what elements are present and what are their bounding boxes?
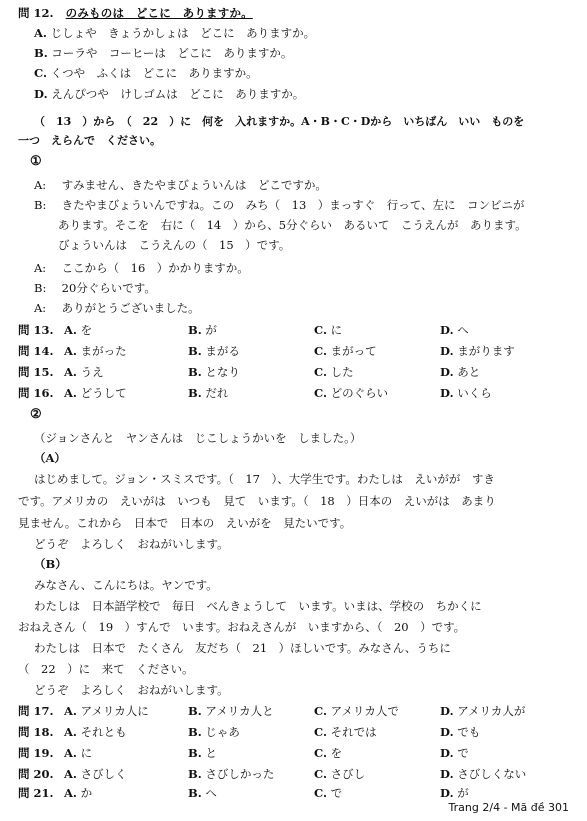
- option-d: D. アメリカ人が: [440, 704, 526, 718]
- dialogue-line: [34, 301, 200, 315]
- dialogue-line: [34, 198, 525, 212]
- question-number: 問 19.: [18, 746, 54, 760]
- question-number: 問 18.: [18, 725, 54, 739]
- option-b: B. が: [188, 323, 217, 337]
- option-c: C. どのぐらい: [314, 386, 389, 400]
- paragraph-line: おねえさん（ 19 ）すんで います。おねえさんが いますから、（ 20 ）です。: [18, 620, 466, 634]
- option-a: A. どうして: [64, 386, 127, 400]
- option-label: D.: [34, 87, 48, 101]
- dialogue-text: ありがとうございました。: [61, 301, 200, 315]
- paragraph-line: （ 22 ）に 来て ください。: [18, 662, 194, 676]
- question-number: 問 20.: [18, 767, 54, 781]
- option-b: B. だれ: [188, 386, 229, 400]
- option-row: [34, 66, 258, 80]
- instruction-line-1: （ 13 ）から （ 22 ）に 何を 入れますか。A・B・C・Dから いちばん いい ものを: [34, 115, 525, 128]
- speaker-label: A:: [34, 261, 47, 275]
- option-c: C. した: [314, 365, 354, 379]
- speaker-label: B:: [34, 198, 47, 212]
- dialogue-text: ここから（ 16 ）かかりますか。: [61, 261, 249, 275]
- option-d: D. あと: [440, 365, 481, 379]
- instruction-line-2: 一つ えらんで ください。: [18, 134, 161, 147]
- option-c: C. で: [314, 786, 343, 800]
- dialogue-text: すみません、きたやまびょういんは どこですか。: [61, 178, 327, 192]
- question-text: のみものは どこに ありますか。: [65, 6, 253, 20]
- option-text: くつや ふくは どこに ありますか。: [50, 66, 258, 80]
- question-21: [18, 786, 62, 800]
- option-d: D. さびしくない: [440, 767, 527, 781]
- dialogue-line: [34, 178, 327, 192]
- option-row: [34, 26, 315, 40]
- option-label: B.: [34, 46, 48, 60]
- option-c: C. に: [314, 323, 343, 337]
- speaker-label: A:: [34, 178, 47, 192]
- option-a: A. アメリカ人に: [64, 704, 149, 718]
- paragraph-line: どうぞ よろしく おねがいします。: [34, 537, 229, 551]
- question-16: [18, 386, 62, 400]
- option-row: [34, 87, 304, 101]
- option-c: C. を: [314, 746, 343, 760]
- question-15: [18, 365, 62, 379]
- part-a-label: （A）: [34, 451, 66, 465]
- passage-2-marker: ②: [30, 407, 42, 422]
- dialogue-text: あります。そこを 右に（ 14 ）から、5分ぐらい あるいて こうえんが あります。: [58, 218, 527, 232]
- question-19: [18, 746, 62, 760]
- dialogue-line: [34, 281, 156, 295]
- paragraph-line: です。アメリカの えいがは いつも 見て います。（ 18 ）日本の えいがは あまり: [18, 494, 496, 508]
- question-number: 問 16.: [18, 386, 54, 400]
- question-number: 問 17.: [18, 704, 54, 718]
- dialogue-text: びょういんは こうえんの（ 15 ）です。: [58, 238, 291, 252]
- passage-1-marker: ①: [30, 154, 42, 169]
- option-a: A. さびしく: [64, 767, 127, 781]
- speaker-label: B:: [34, 281, 47, 295]
- paragraph-line: わたしは 日本で たくさん 友だち（ 21 ）ほしいです。みなさん、うちに: [34, 641, 451, 655]
- option-label: C.: [34, 66, 47, 80]
- option-d: D. いくら: [440, 386, 492, 400]
- part-b-label: （B）: [34, 557, 67, 571]
- page-footer: Trang 2/4 - Mã đề 301: [448, 801, 569, 814]
- option-d: D. まがります: [440, 344, 515, 358]
- option-text: えんぴつや けしゴムは どこに ありますか。: [51, 87, 305, 101]
- question-17: [18, 704, 62, 718]
- option-a: A. まがった: [64, 344, 127, 358]
- option-d: D. が: [440, 786, 469, 800]
- dialogue-text: きたやまびょういんですね。この みち（ 13 ）まっすぐ 行って、左に コンビニが: [61, 198, 525, 212]
- dialogue-line: [58, 218, 527, 232]
- option-d: D. へ: [440, 323, 469, 337]
- question-number: 問 15.: [18, 365, 54, 379]
- question-20: [18, 767, 62, 781]
- option-c: C. アメリカ人で: [314, 704, 399, 718]
- option-a: A. に: [64, 746, 93, 760]
- dialogue-text: 20分ぐらいです。: [61, 281, 156, 295]
- option-b: B. まがる: [188, 344, 240, 358]
- option-c: C. それでは: [314, 725, 377, 739]
- paragraph-line: はじめまして。ジョン・スミスです。（ 17 ）、大学生です。わたしは えいがが すき: [34, 472, 495, 486]
- question-18: [18, 725, 62, 739]
- option-a: A. うえ: [64, 365, 104, 379]
- question-13: [18, 323, 62, 337]
- option-b: B. アメリカ人と: [188, 704, 274, 718]
- dialogue-line: [34, 261, 249, 275]
- option-text: じしょや きょうかしょは どこに ありますか。: [50, 26, 316, 40]
- option-b: B. へ: [188, 786, 217, 800]
- option-d: D. で: [440, 746, 469, 760]
- option-c: C. さびし: [314, 767, 366, 781]
- option-d: D. でも: [440, 725, 481, 739]
- speaker-label: A:: [34, 301, 47, 315]
- option-text: コーラや コーヒーは どこに ありますか。: [51, 46, 293, 60]
- paragraph-line: どうぞ よろしく おねがいします。: [34, 683, 229, 697]
- question-number: 問 12.: [18, 6, 54, 20]
- option-b: B. さびしかった: [188, 767, 275, 781]
- option-b: B. と: [188, 746, 217, 760]
- option-a: A. を: [64, 323, 93, 337]
- option-row: [34, 46, 292, 60]
- option-label: A.: [34, 26, 47, 40]
- option-c: C. まがって: [314, 344, 377, 358]
- question-number: 問 13.: [18, 323, 54, 337]
- question-number: 問 14.: [18, 344, 54, 358]
- paragraph-line: 見ません。これから 日本で 日本の えいがを 見たいです。: [18, 516, 352, 530]
- option-a: A. か: [64, 786, 93, 800]
- passage-2-intro: （ジョンさんと ヤンさんは じこしょうかいを しました。）: [34, 431, 362, 445]
- option-a: A. それとも: [64, 725, 127, 739]
- paragraph-line: みなさん、こんにちは。ヤンです。: [34, 578, 218, 592]
- question-14: [18, 344, 62, 358]
- question-12: [18, 6, 253, 20]
- question-number: 問 21.: [18, 786, 54, 800]
- dialogue-line: [58, 238, 290, 252]
- paragraph-line: わたしは 日本語学校で 毎日 べんきょうして います。いまは、学校の ちかくに: [34, 599, 482, 613]
- option-b: B. じゃあ: [188, 725, 240, 739]
- option-b: B. となり: [188, 365, 240, 379]
